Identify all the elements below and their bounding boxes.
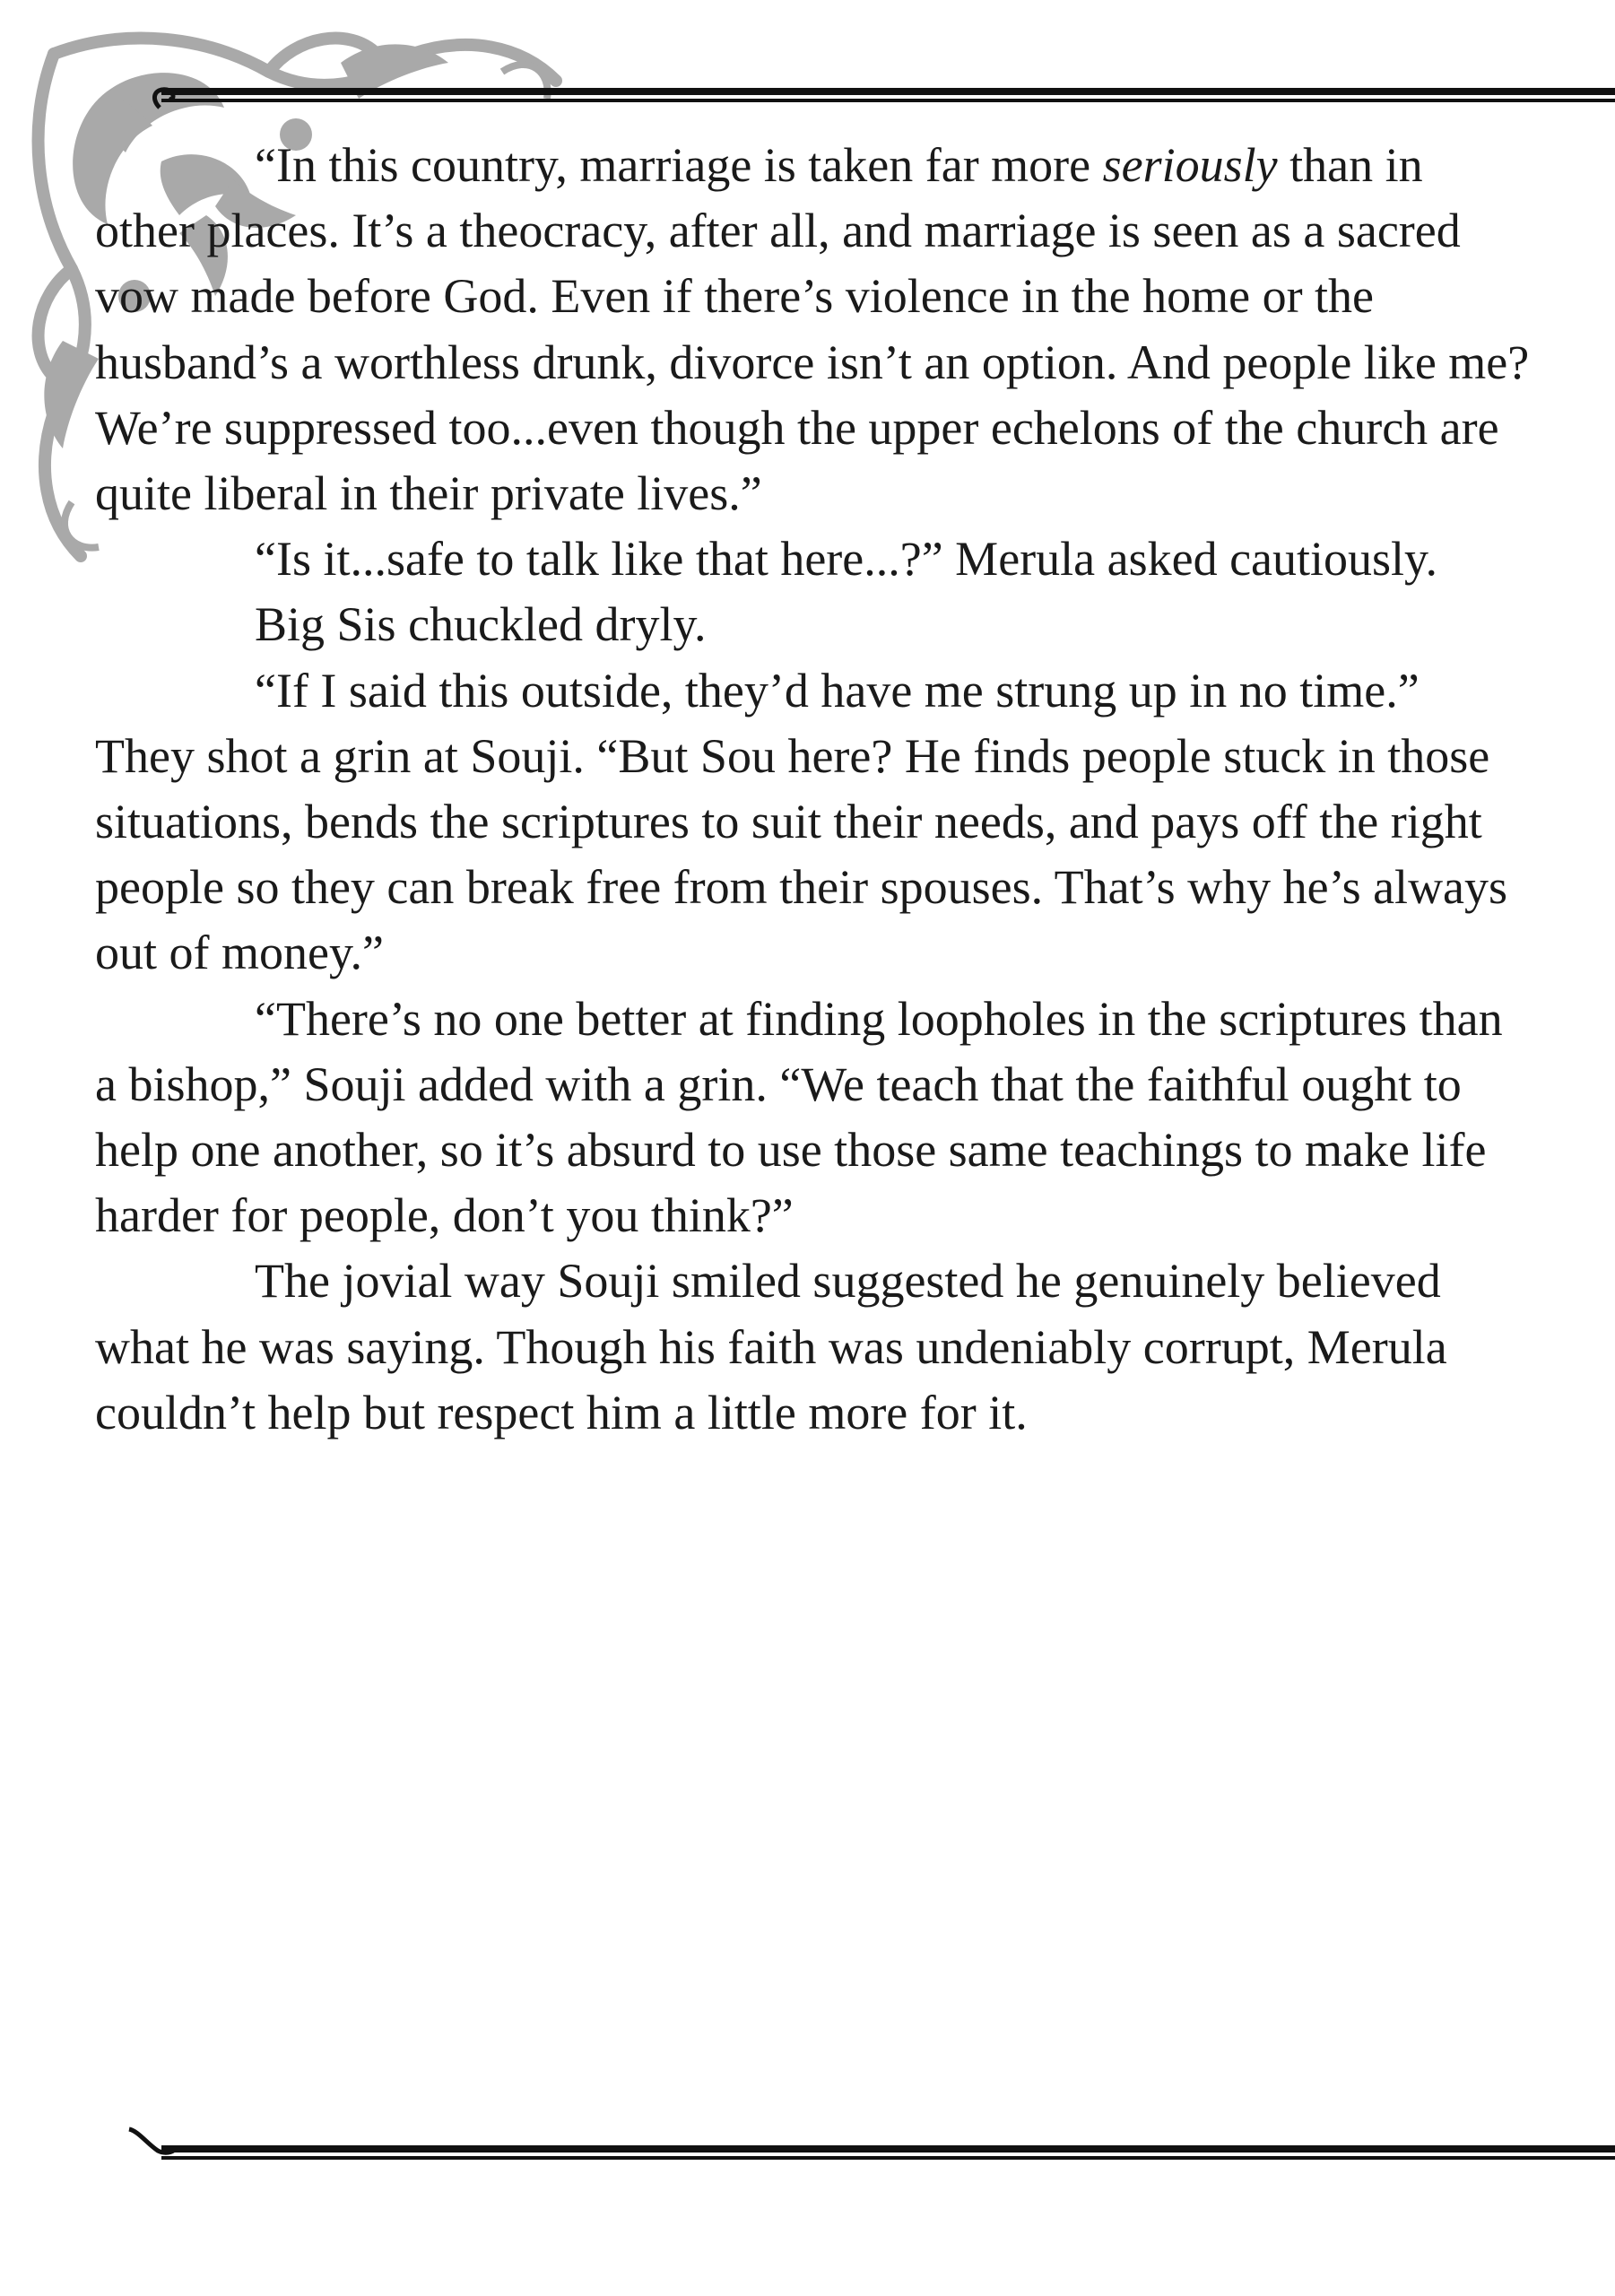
paragraph: “Is it...safe to talk like that here...?” Merula asked cautiously. [255,532,1438,587]
bottom-border-rule [126,2117,1615,2170]
top-border-rule [135,72,1615,126]
paragraph: “If I said this outside, they’d have me strung up in no time.” They shot a grin at Souji. “But Sou here? He finds people stuck in those situations, bends the scriptures to suit their needs, and pays off the right people so they can break free from their spouses. That’s why he’s always out of money.” [95,663,1508,980]
paragraph: Big Sis chuckled dryly. [255,597,707,652]
paragraph: “There’s no one better at finding loopholes in the scriptures than a bishop,” Souji added with a grin. “We teach that the faithful ought to help one another, so it’s absurd to use those same teachings to make life harder for people, don’t you think?” [95,991,1503,1243]
paragraph: The jovial way Souji smiled suggested he genuinely believed what he was saying. Though his faith was undeniably corrupt, Merula couldn’t help but respect him a little more for it. [95,1254,1447,1439]
paragraph [95,133,1530,526]
emphasized-word: seriously [1102,138,1278,192]
paragraph-text: “In this country, marriage is taken far more [255,138,1103,192]
body-text [95,133,1530,1446]
paragraph-text: than in other places. It’s a theocracy, after all, and marriage is seen as a sacred vow made before God. Even if there’s violence in the home or the husband’s a worthless drunk, divorce isn’t an option. And people like me? We’re suppressed too...even though the upper echelons of the church are quite liberal in their private lives.” [95,138,1530,521]
